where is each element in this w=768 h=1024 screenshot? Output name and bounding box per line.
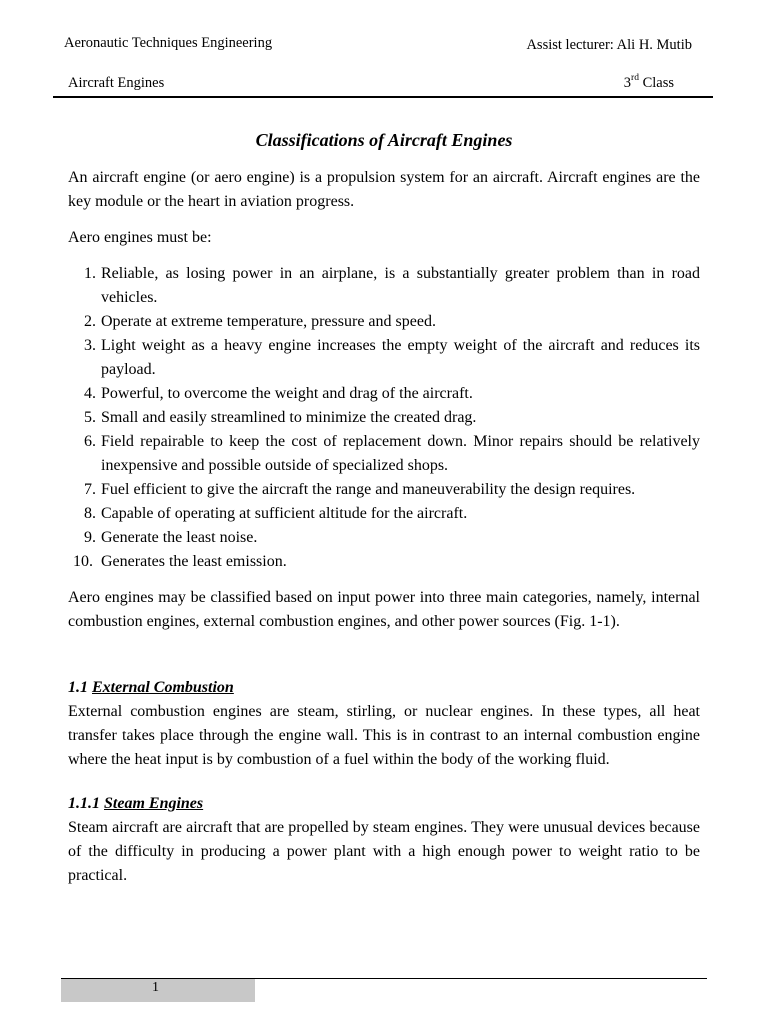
list-item-text: Small and easily streamlined to minimize the created drag. [101, 409, 477, 426]
list-item-number: 2. [84, 313, 96, 330]
external-combustion-paragraph: External combustion engines are steam, stirling, or nuclear engines. In these types, all heat transfer takes place through the engine wall. This is in contrast to an internal combustion engine where the heat input is by combustion of a fuel within the body of the working fluid. [68, 703, 700, 768]
section-title: Steam Engines [104, 795, 204, 812]
list-item [68, 382, 700, 406]
list-item [68, 526, 700, 550]
list-item-number: 4. [84, 385, 96, 402]
steam-engines-paragraph: Steam aircraft are aircraft that are propelled by steam engines. They were unusual devices because of the difficulty in producing a power plant with a high enough power to weight ratio to be practical. [68, 819, 700, 884]
list-item-text: Fuel efficient to give the aircraft the range and maneuverability the design requires. [101, 481, 636, 498]
document-body [68, 124, 700, 888]
list-item-text: Operate at extreme temperature, pressure and speed. [101, 313, 436, 330]
list-item [68, 550, 700, 574]
list-item [68, 310, 700, 334]
list-item-text: Powerful, to overcome the weight and drag of the aircraft. [101, 385, 473, 402]
subsection-gap [68, 772, 700, 792]
list-item [68, 430, 700, 478]
list-item [68, 502, 700, 526]
list-item-text: Reliable, as losing power in an airplane, is a substantially greater problem than in road vehicles. [101, 265, 700, 306]
list-item-number: 9. [84, 529, 96, 546]
requirements-list [68, 262, 700, 574]
list-item [68, 478, 700, 502]
section-title: External Combustion [92, 679, 234, 696]
section-heading-external-combustion [68, 676, 700, 700]
list-item-text: Capable of operating at sufficient altitude for the aircraft. [101, 505, 468, 522]
list-item-number: 10. [73, 553, 93, 570]
classification-paragraph: Aero engines may be classified based on input power into three main categories, namely, internal combustion engines, external combustion engines, and other power sources (Fig. 1-1). [68, 589, 700, 630]
section-number: 1.1 [68, 679, 92, 696]
header-course: Aircraft Engines [68, 75, 165, 91]
section-gap [68, 634, 700, 676]
list-item-text: Generates the least emission. [101, 553, 287, 570]
list-item [68, 262, 700, 310]
header-class-ordinal: rd [631, 73, 639, 84]
list-item-number: 8. [84, 505, 96, 522]
header-class-word: Class [638, 75, 674, 91]
list-item-text: Light weight as a heavy engine increases the empty weight of the aircraft and reduces its payload. [101, 337, 700, 378]
header-lecturer: Assist lecturer: Ali H. Mutib [526, 37, 692, 53]
header-class-number: 3 [623, 75, 632, 91]
page-number: 1 [152, 980, 159, 995]
list-item-number: 5. [84, 409, 96, 426]
section-heading-steam-engines [68, 792, 700, 816]
header-department: Aeronautic Techniques Engineering [64, 35, 273, 51]
list-item-text: Generate the least noise. [101, 529, 258, 546]
header-rule [53, 96, 713, 98]
list-item-number: 1. [84, 265, 96, 282]
list-item-text: Field repairable to keep the cost of replacement down. Minor repairs should be relatively inexpensive and possible outside of specialized shops. [101, 433, 700, 474]
requirements-lead: Aero engines must be: [68, 229, 212, 246]
list-item [68, 334, 700, 382]
list-item-number: 6. [84, 433, 96, 450]
list-item-number: 7. [84, 481, 96, 498]
list-item [68, 406, 700, 430]
section-number: 1.1.1 [68, 795, 104, 812]
list-item-number: 3. [84, 337, 96, 354]
header-class [624, 74, 674, 92]
intro-paragraph: An aircraft engine (or aero engine) is a propulsion system for an aircraft. Aircraft engines are the key module or the heart in aviation progress. [68, 169, 700, 210]
page-title: Classifications of Aircraft Engines [255, 130, 513, 150]
